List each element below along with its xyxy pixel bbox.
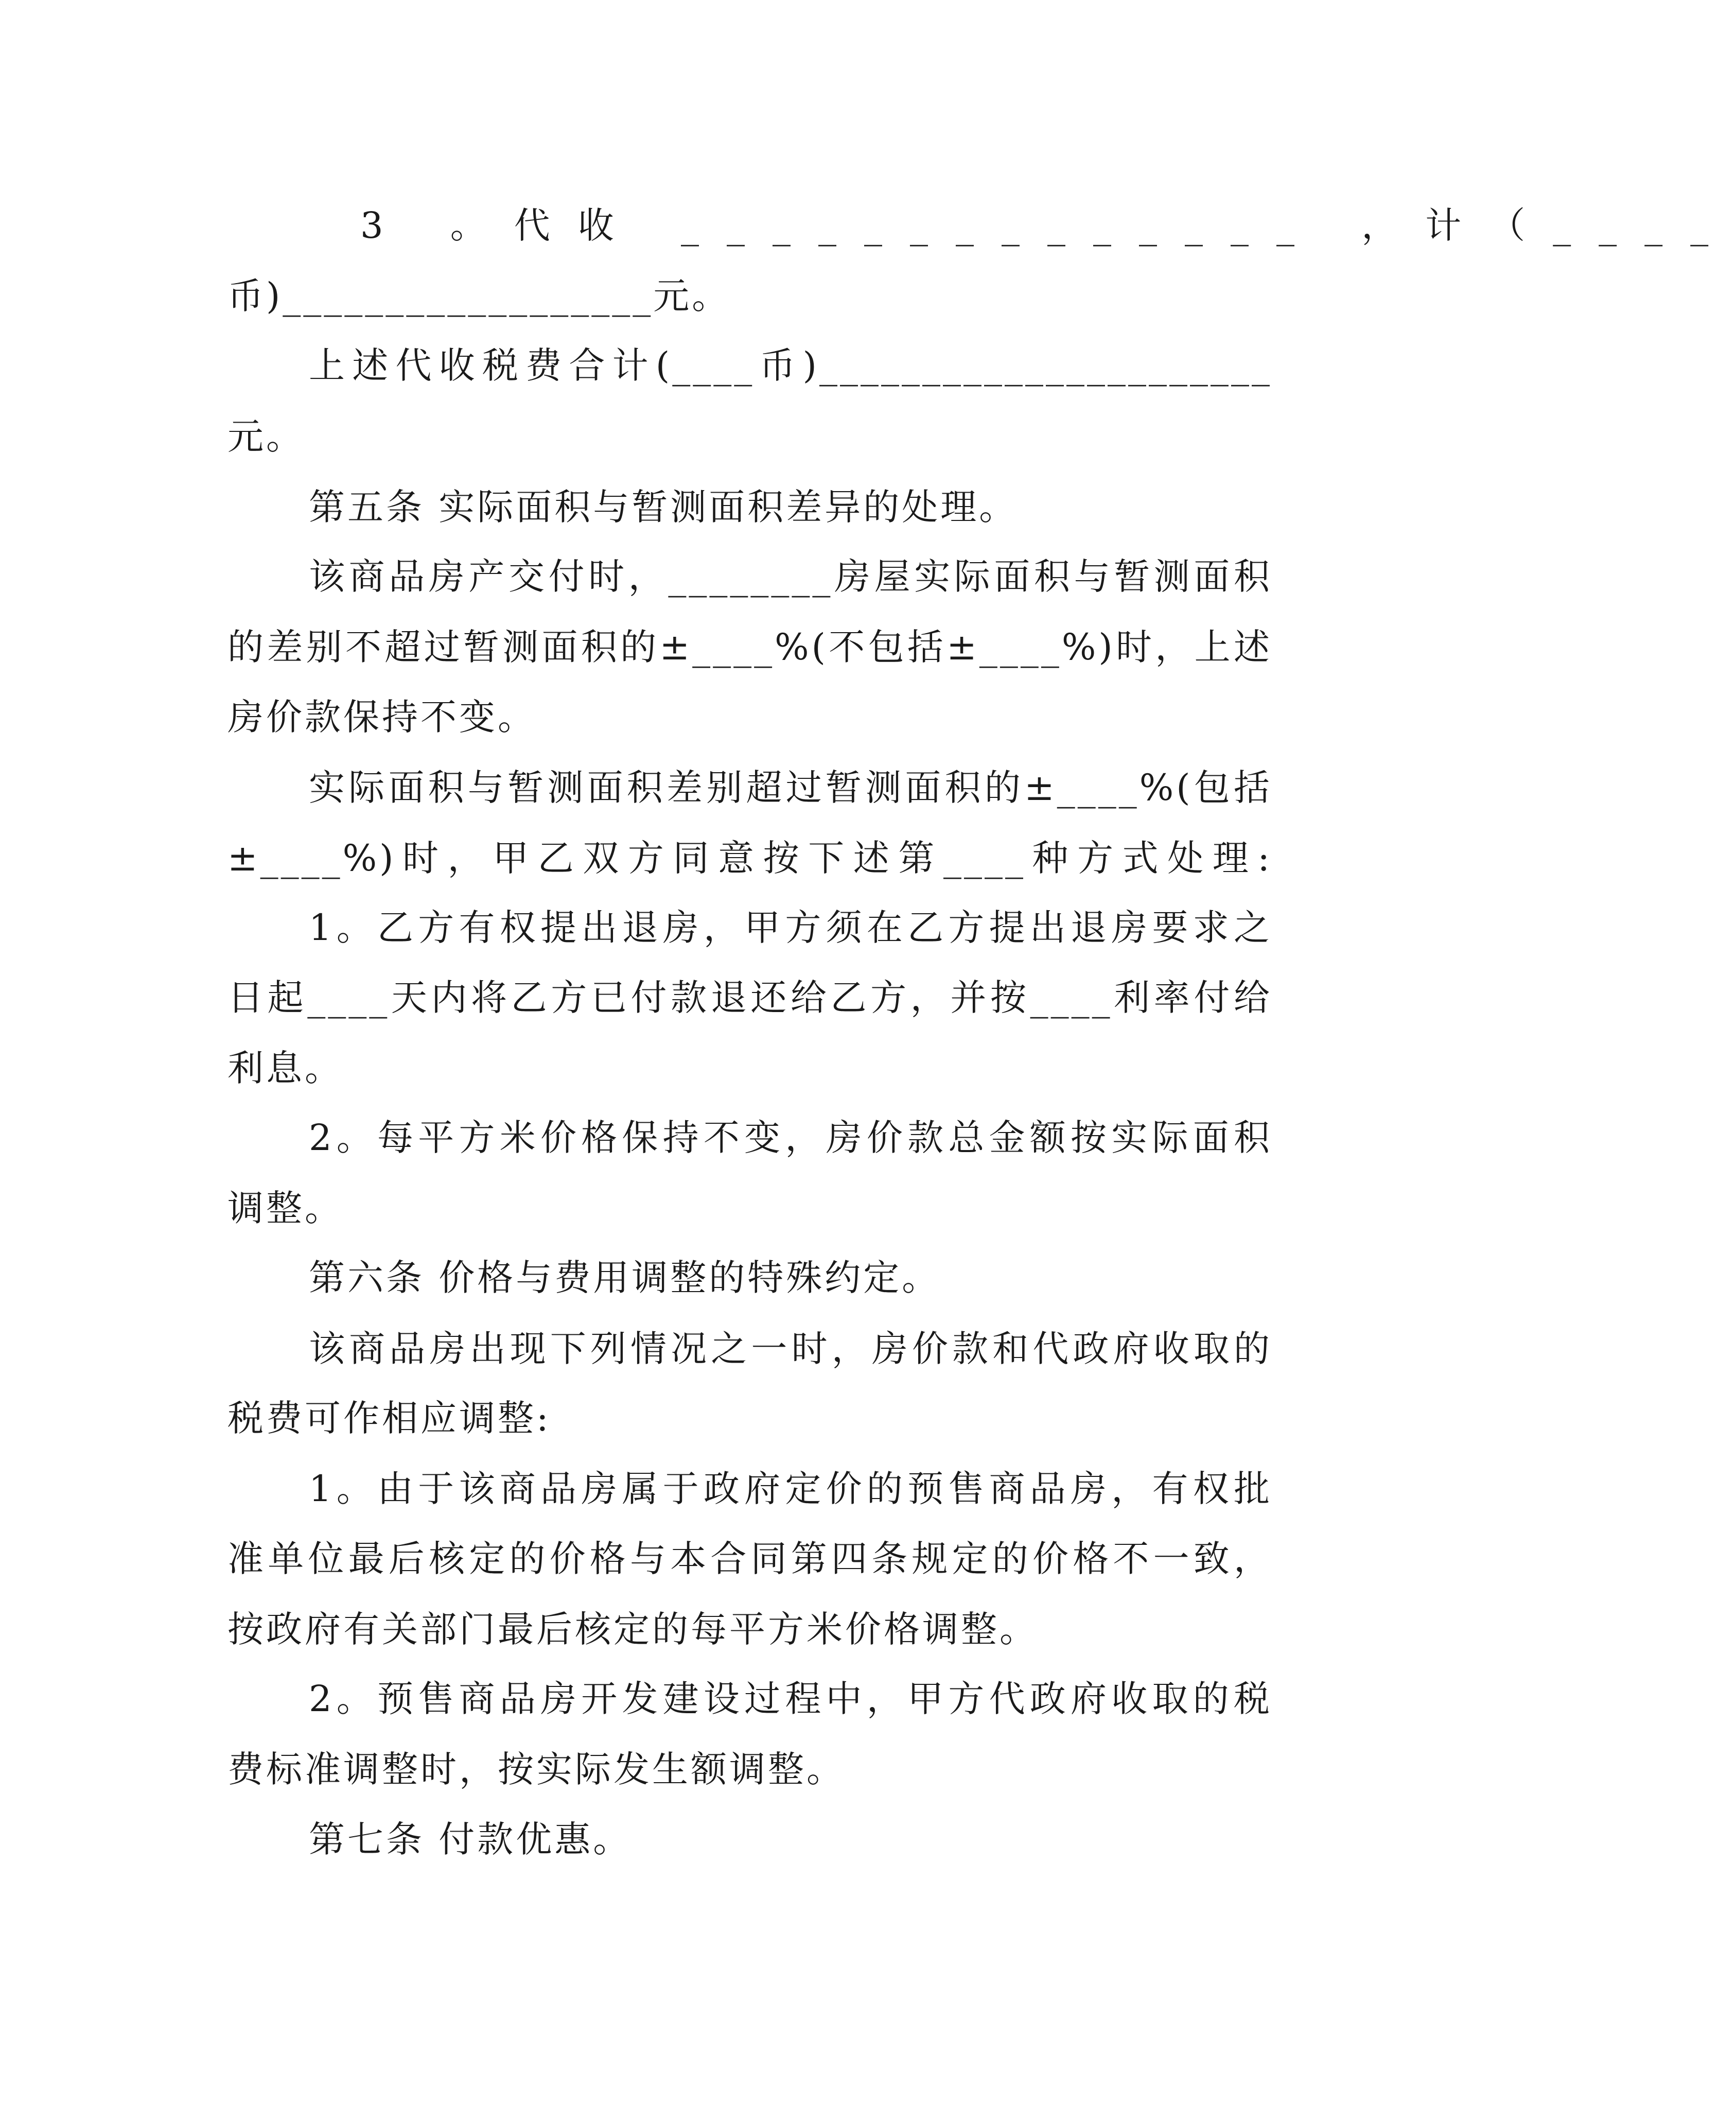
text-line-9: 实际面积与暂测面积差别超过暂测面积的±____%(包括 [309, 767, 1272, 809]
text-line-22: 2。预售商品房开发建设过程中，甲方代政府收取的税 [309, 1678, 1272, 1720]
section-heading-6: 第六条 价格与费用调整的特殊约定。 [309, 1257, 941, 1299]
text-line-10: ±____%)时，甲乙双方同意按下述第____种方式处理: [227, 837, 1272, 879]
text-line-4: 元。 [227, 415, 305, 458]
text-line-12: 日起____天内将乙方已付款退还给乙方，并按____利率付给 [227, 977, 1272, 1019]
text-line-23: 费标准调整时，按实际发生额调整。 [227, 1748, 845, 1790]
text-line-3: 上述代收税费合计(____币)______________________ [309, 344, 1272, 387]
text-line-21: 按政府有关部门最后核定的每平方米价格调整。 [227, 1608, 1038, 1650]
section-heading-5: 第五条 实际面积与暂测面积差异的处理。 [309, 486, 1018, 528]
text-line-1: 3 。代收 ______________ ，计（____ [360, 204, 1736, 247]
text-line-15: 调整。 [227, 1187, 343, 1229]
text-line-7: 的差别不超过暂测面积的±____%(不包括±____%)时，上述 [227, 626, 1272, 668]
text-line-17: 该商品房出现下列情况之一时，房价款和代政府收取的 [309, 1328, 1272, 1370]
text-line-11: 1。乙方有权提出退房，甲方须在乙方提出退房要求之 [309, 907, 1272, 949]
section-heading-7: 第七条 付款优惠。 [309, 1818, 632, 1860]
text-line-19: 1。由于该商品房属于政府定价的预售商品房，有权批 [309, 1468, 1272, 1510]
text-line-13: 利息。 [227, 1047, 343, 1089]
text-line-6: 该商品房产交付时，________房屋实际面积与暂测面积 [309, 555, 1272, 598]
text-line-8: 房价款保持不变。 [227, 696, 536, 738]
text-line-14: 2。每平方米价格保持不变，房价款总金额按实际面积 [309, 1117, 1272, 1159]
text-line-2: 币)__________________元。 [227, 275, 731, 317]
text-line-20: 准单位最后核定的价格与本合同第四条规定的价格不一致， [227, 1538, 1272, 1580]
text-line-18: 税费可作相应调整: [227, 1397, 551, 1439]
